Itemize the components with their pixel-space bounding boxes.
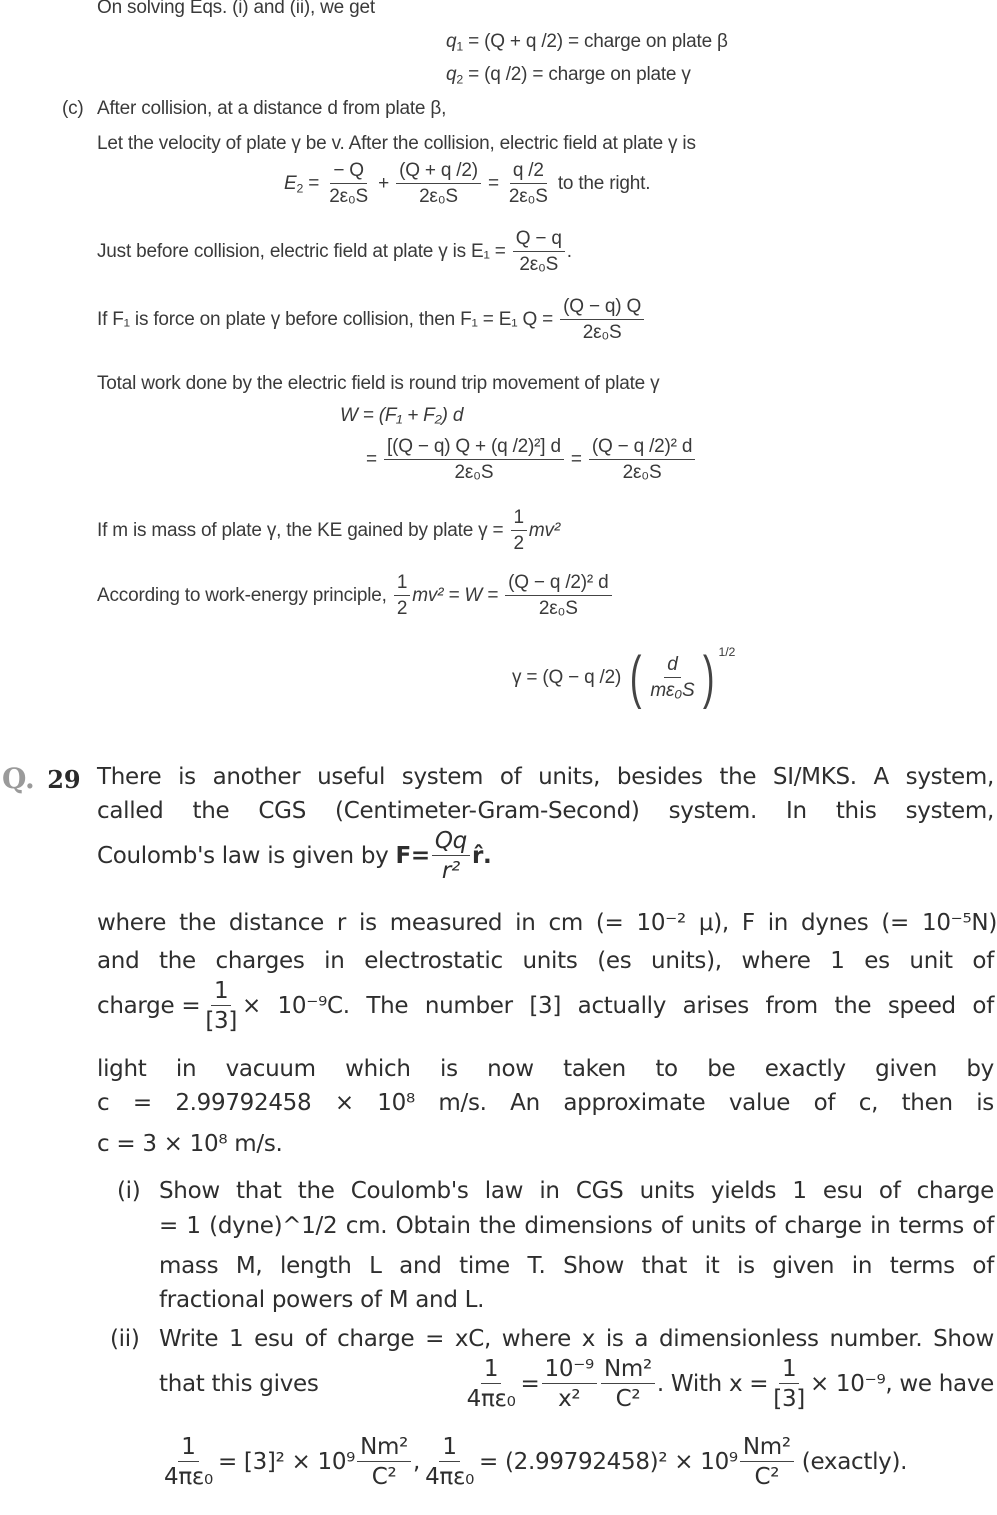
F1-num: (Q − q) Q [560, 296, 644, 320]
gamma-den: mε₀S [650, 680, 695, 702]
charge-prefix: charge = [97, 993, 201, 1020]
E2-suffix: to the right. [557, 172, 651, 194]
f3-num: Nm² [601, 1356, 655, 1384]
work-energy-fraction [505, 572, 611, 620]
q2-sub: 2 [456, 72, 464, 87]
one-over-3 [770, 1356, 808, 1413]
E1-num: Q − q [513, 228, 565, 252]
inv-4pi-eps0 [464, 1356, 519, 1413]
part-c-label: (c) [62, 98, 84, 119]
q1-sub: 1 [456, 39, 464, 54]
velocity-line: Let the velocity of plate γ be v. After the collision, electric field at plate γ is [97, 133, 696, 154]
KE-suffix: mv² [528, 519, 560, 541]
sub-i-line-1: Show that the Coulomb's law in CGS units yields 1 esu of charge [159, 1178, 994, 1204]
a-rhs: = [3]² × 10⁹ [217, 1449, 356, 1476]
E2-term2-num: (Q + q /2) [396, 160, 481, 184]
c-rhs: = (2.99792458)² × 10⁹ [479, 1449, 738, 1476]
W-equation-1: W = (F₁ + F₂) d [340, 405, 464, 426]
KE-den: 2 [513, 532, 524, 554]
sub-ii-line-3: $\frac{1}{\text{4πε₀}}$ = [3]² × 10⁹ $\frac{\text{Nm²}}{\text{C²}}$ , $\frac{1}{\text{4πε₀}}$ = (2.99792458)² × 10⁹ $\frac{\text{Nm²}}{\text{C²}}$ (exactly). [159, 1434, 907, 1491]
coulomb-fraction [432, 828, 470, 885]
q1-rhs: = (Q + q /2) = charge on plate β [468, 31, 728, 52]
q2-equation [446, 64, 691, 87]
q1-symbol: q [446, 31, 457, 52]
p2-line-4: light in vacuum which is now taken to be exactly given by [97, 1056, 994, 1082]
coulomb-text: Coulomb's law is given by [97, 842, 389, 869]
p2-line-2: and the charges in electrostatic units (es units), where 1 es unit of [97, 948, 994, 974]
W-num-1: [(Q − q) Q + (q /2)²] d [384, 436, 564, 460]
solving-intro: On solving Eqs. (i) and (ii), we get [97, 0, 375, 18]
sub-i-label: (i) [117, 1178, 141, 1204]
E2-term3 [506, 160, 551, 208]
E2-term2-den: 2ε₀S [419, 185, 458, 207]
work-line: Total work done by the electric field is round trip movement of plate γ [97, 373, 660, 394]
b-num: Nm² [357, 1434, 411, 1462]
KE-text: If m is mass of plate γ, the KE gained by plate γ = [97, 519, 504, 541]
charge-fraction [202, 978, 240, 1035]
right-paren: ) [703, 645, 715, 711]
W-fraction-1 [384, 436, 564, 484]
Nm2-over-C2-d [740, 1434, 794, 1491]
q1-equation [446, 31, 728, 54]
inv-4pi-eps0-a [161, 1434, 216, 1491]
Nm2-over-C2-b [357, 1434, 411, 1491]
coulomb-num: Qq [432, 828, 470, 856]
gamma-fraction [647, 654, 697, 702]
E2-equation: $E_2$ = $\frac{- Q}{\text{2ε₀S}}$ + $\frac{(Q + q /2)}{\text{2ε₀S}}$ = $\frac{q /2}{\text{2ε₀S}}$ to the right. [284, 160, 651, 207]
work-energy-half [394, 572, 410, 620]
we-num1: 1 [394, 572, 410, 596]
E2-term1-den: 2ε₀S [329, 185, 369, 207]
work-energy-line [97, 572, 614, 620]
KE-num: 1 [511, 507, 527, 531]
charge-num: 1 [211, 978, 231, 1006]
E1-text: Just before collision, electric field at plate γ is E₁ = [97, 240, 506, 262]
ten-neg9-over-x2 [542, 1356, 597, 1413]
E2-symbol: E [284, 172, 297, 194]
gamma-power: 1/2 [718, 645, 736, 659]
c-den: 4πε₀ [425, 1464, 474, 1491]
p2-line-5: c = 2.99792458 × 10⁸ m/s. An approximate value of c, then is [97, 1090, 994, 1116]
exactly-suffix: (exactly). [801, 1449, 908, 1476]
E2-term3-den: 2ε₀S [508, 185, 548, 207]
E1-line: Just before collision, electric field at plate γ is E₁ = $\frac{Q - q}{\text{2ε₀S}}$ . [97, 228, 572, 275]
sub-i-line-3: mass M, length L and time T. Show that it is given in terms of [159, 1253, 994, 1279]
f1-den: 4πε₀ [466, 1386, 516, 1413]
sub-ii-suffix: × 10⁻⁹, we have [809, 1371, 994, 1398]
F1-den: 2ε₀S [582, 321, 622, 343]
part-c-text: After collision, at a distance d from plate β, [97, 98, 447, 119]
a-den: 4πε₀ [164, 1464, 213, 1491]
p2-line-1: where the distance r is measured in cm (= 10⁻² μ), F in dynes (= 10⁻⁵N) [97, 910, 997, 936]
with-text: . With x = [656, 1371, 769, 1398]
Nm2-over-C2 [601, 1356, 655, 1413]
coulomb-den: r² [441, 858, 460, 885]
f3-den: C² [615, 1386, 641, 1413]
c-num: 1 [439, 1434, 459, 1462]
work-energy-mid: mv² = W = [412, 584, 499, 606]
sub-ii-line-1: Write 1 esu of charge = xC, where x is a dimensionless number. Show [159, 1326, 994, 1352]
p2-line-3 [97, 978, 994, 1035]
left-paren: ( [630, 645, 642, 711]
q-line-3 [97, 828, 491, 885]
E2-term3-num: q /2 [510, 160, 547, 184]
a-num: 1 [178, 1434, 198, 1462]
W-den-2: 2ε₀S [622, 461, 662, 483]
E2-term1 [326, 160, 371, 208]
F1-line [97, 296, 646, 344]
charge-den: [3] [205, 1008, 237, 1035]
inv-4pi-eps0-c [422, 1434, 477, 1491]
KE-line [97, 507, 560, 555]
f4-num: 1 [779, 1356, 799, 1384]
question-number: 29 [47, 765, 81, 794]
E2-term2 [396, 160, 481, 208]
b-den: C² [371, 1464, 397, 1491]
f2-num: 10⁻⁹ [542, 1356, 597, 1384]
we-num2: (Q − q /2)² d [505, 572, 611, 596]
coulomb-rhat: r̂. [471, 842, 492, 869]
q2-rhs: = (q /2) = charge on plate γ [468, 64, 691, 85]
f4-den: [3] [773, 1386, 805, 1413]
E2-term1-num: − Q [330, 160, 367, 184]
W-fraction-2 [589, 436, 695, 484]
F1-fraction [560, 296, 644, 344]
gamma-num: d [664, 654, 680, 678]
q-line-1: There is another useful system of units, besides the SI/MKS. A system, [97, 764, 994, 790]
we-den1: 2 [396, 597, 408, 619]
W-den-1: 2ε₀S [454, 461, 494, 483]
sub-i-line-4: fractional powers of M and L. [159, 1287, 485, 1313]
d-num: Nm² [740, 1434, 794, 1462]
sub-ii-label: (ii) [110, 1326, 140, 1352]
gamma-lhs: γ = (Q − q /2) [512, 667, 622, 689]
we-den2: 2ε₀S [538, 597, 578, 619]
sub-ii-line-2 [159, 1356, 994, 1413]
E1-den: 2ε₀S [519, 253, 559, 275]
question-header [2, 762, 81, 795]
work-energy-text: According to work-energy principle, [97, 584, 387, 606]
sub-i-line-2: = 1 (dyne)^1/2 cm. Obtain the dimensions of units of charge in terms of [159, 1213, 994, 1239]
p2-line-6: c = 3 × 10⁸ m/s. [97, 1131, 283, 1157]
sub-ii-prefix: that this gives [159, 1371, 319, 1398]
question-marker: Q. [2, 762, 35, 795]
F1-text: If F₁ is force on plate γ before collision, then F₁ = E₁ Q = [97, 308, 554, 330]
sub-ii-equation-1: $\frac{1}{\text{4πε₀}}$ = $\frac{\text{10⁻⁹}}{\text{x²}}$ $\frac{\text{Nm²}}{\text{C²}}$ . With x = $\frac{1}{[3]}$ × 10⁻⁹, we have [462, 1356, 994, 1413]
gamma-equation [512, 645, 736, 711]
KE-half [511, 507, 527, 555]
q2-symbol: q [446, 64, 457, 85]
f2-den: x² [558, 1386, 581, 1413]
W-equation-2: = $\frac{\text{[(Q − q) Q + (q /2)²] d}}{\text{2ε₀S}}$ = $\frac{\text{(Q − q /2)² d}}{\text{2ε₀S}}$ [366, 436, 697, 484]
coulomb-F: F= [395, 842, 430, 869]
charge-suffix: × 10⁻⁹C. The number [3] actually arises from the speed of [242, 993, 994, 1020]
f1-num: 1 [481, 1356, 501, 1384]
E1-fraction [513, 228, 565, 276]
E2-sub: 2 [296, 181, 304, 196]
d-den: C² [754, 1464, 780, 1491]
W-num-2: (Q − q /2)² d [589, 436, 695, 460]
q-line-2: called the CGS (Centimeter-Gram-Second) system. In this system, [97, 798, 994, 824]
